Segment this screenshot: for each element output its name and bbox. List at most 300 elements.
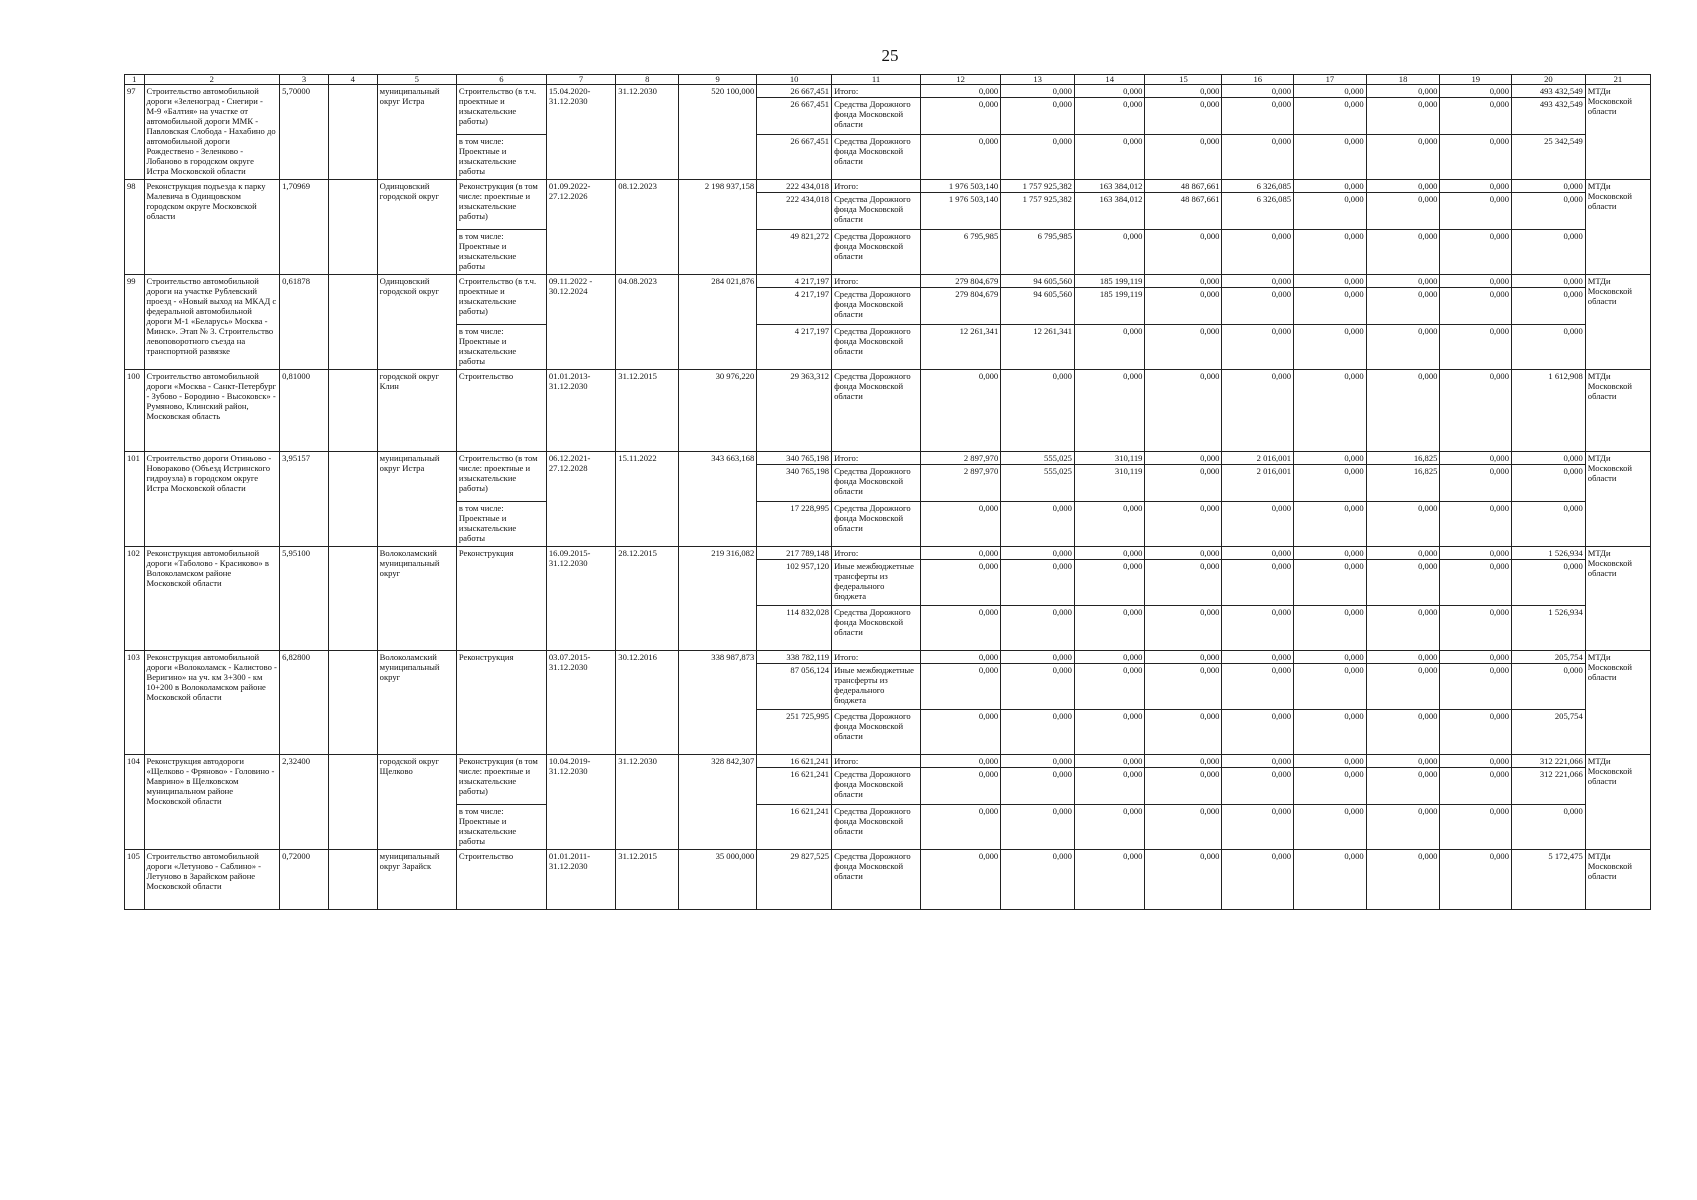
amount-cell: 0,000 (1145, 370, 1222, 452)
amount-cell: 0,000 (1145, 710, 1222, 755)
length-cell: 5,70000 (280, 85, 329, 180)
amount-cell: 0,000 (1001, 664, 1075, 710)
amount-cell: 0,000 (1294, 370, 1367, 452)
amount-cell: 0,000 (1294, 452, 1367, 465)
estimated-cost-cell: 219 316,082 (679, 547, 757, 651)
amount-cell: 0,000 (1294, 651, 1367, 664)
col4-cell (328, 275, 377, 370)
amount-cell: 0,000 (1366, 606, 1440, 651)
design-works-cell: в том числе: Проектные и изыскательские работы (456, 805, 546, 850)
amount-cell: 0,000 (1366, 85, 1440, 98)
amount-cell: 0,000 (1294, 805, 1367, 850)
funding-source-cell: Иные межбюджетные трансферты из федерального бюджета (832, 664, 921, 710)
table-row (125, 651, 1651, 664)
funded-before-cell: 16 621,241 (757, 805, 832, 850)
funded-before-cell: 4 217,197 (757, 275, 832, 288)
completion-date-cell: 30.12.2016 (616, 651, 679, 755)
design-works-cell: в том числе: Проектные и изыскательские работы (456, 502, 546, 547)
amount-cell: 0,000 (1145, 547, 1222, 560)
amount-cell: 493 432,549 (1512, 98, 1586, 135)
funding-source-cell: Средства Дорожного фонда Московской области (832, 230, 921, 275)
funded-before-cell: 340 765,198 (757, 465, 832, 502)
amount-cell: 0,000 (1222, 755, 1294, 768)
municipality-cell: Волоколамский муниципальный округ (377, 547, 456, 651)
period-cell: 01.01.2013-31.12.2030 (546, 370, 615, 452)
amount-cell: 0,000 (1145, 85, 1222, 98)
amount-cell: 0,000 (1145, 452, 1222, 465)
amount-cell: 0,000 (1001, 85, 1075, 98)
completion-date-cell: 31.12.2030 (616, 755, 679, 850)
funded-before-cell: 338 782,119 (757, 651, 832, 664)
amount-cell: 0,000 (1074, 502, 1144, 547)
work-type-cell: Строительство (456, 850, 546, 910)
object-name-cell: Строительство автомобильной дороги «Зеленоград - Снегири - М-9 «Балтия» на участке от автомобильной дороги ММК - Павловская Слобода - Нахабино до автомобильной дороги Рождествено - Зеленково - Лобаново в городском округе Истра Московской области (144, 85, 280, 180)
funded-before-cell: 17 228,995 (757, 502, 832, 547)
amount-cell: 0,000 (920, 547, 1000, 560)
amount-cell: 0,000 (1512, 465, 1586, 502)
amount-cell: 0,000 (1440, 180, 1512, 193)
amount-cell: 0,000 (1222, 664, 1294, 710)
amount-cell: 0,000 (1145, 502, 1222, 547)
amount-cell: 0,000 (1366, 180, 1440, 193)
amount-cell: 0,000 (920, 502, 1000, 547)
funding-source-cell: Итого: (832, 755, 921, 768)
amount-cell: 312 221,066 (1512, 755, 1586, 768)
estimated-cost-cell: 284 021,876 (679, 275, 757, 370)
amount-cell: 0,000 (1001, 135, 1075, 180)
amount-cell: 0,000 (1440, 560, 1512, 606)
work-type-cell: Строительство (в т.ч. проектные и изыскательские работы) (456, 275, 546, 325)
col4-cell (328, 547, 377, 651)
amount-cell: 205,754 (1512, 710, 1586, 755)
funded-before-cell: 4 217,197 (757, 325, 832, 370)
amount-cell: 0,000 (1222, 805, 1294, 850)
municipality-cell: Одинцовский городской округ (377, 180, 456, 275)
amount-cell: 0,000 (1074, 755, 1144, 768)
col4-cell (328, 850, 377, 910)
column-number-cell: 5 (377, 75, 456, 85)
amount-cell: 0,000 (1222, 85, 1294, 98)
amount-cell: 12 261,341 (920, 325, 1000, 370)
amount-cell: 0,000 (1145, 288, 1222, 325)
amount-cell: 0,000 (1294, 664, 1367, 710)
amount-cell: 0,000 (1440, 370, 1512, 452)
amount-cell: 0,000 (1294, 465, 1367, 502)
amount-cell: 0,000 (1512, 805, 1586, 850)
amount-cell: 0,000 (1001, 805, 1075, 850)
amount-cell: 0,000 (1001, 502, 1075, 547)
amount-cell: 0,000 (1512, 502, 1586, 547)
amount-cell: 0,000 (1074, 560, 1144, 606)
amount-cell: 0,000 (1145, 465, 1222, 502)
amount-cell: 163 384,012 (1074, 180, 1144, 193)
amount-cell: 0,000 (1512, 230, 1586, 275)
executor-cell: МТДи Московской области (1585, 370, 1650, 452)
funding-source-cell: Средства Дорожного фонда Московской области (832, 606, 921, 651)
amount-cell: 12 261,341 (1001, 325, 1075, 370)
amount-cell: 0,000 (1294, 288, 1367, 325)
amount-cell: 0,000 (920, 768, 1000, 805)
amount-cell: 310,119 (1074, 452, 1144, 465)
funded-before-cell: 16 621,241 (757, 768, 832, 805)
completion-date-cell: 08.12.2023 (616, 180, 679, 275)
amount-cell: 0,000 (1222, 710, 1294, 755)
object-name-cell: Реконструкция автомобильной дороги «Волоколамск - Калистово - Веригино» на уч. км 3+300 - км 10+200 в Волоколамском районе Московской области (144, 651, 280, 755)
completion-date-cell: 31.12.2015 (616, 850, 679, 910)
column-number-cell: 9 (679, 75, 757, 85)
funded-before-cell: 26 667,451 (757, 135, 832, 180)
amount-cell: 6 326,085 (1222, 180, 1294, 193)
amount-cell: 0,000 (1145, 275, 1222, 288)
object-name-cell: Строительство автомобильной дороги «Летуново - Саблино» - Летуново в Зарайском районе Московской области (144, 850, 280, 910)
funded-before-cell: 49 821,272 (757, 230, 832, 275)
amount-cell: 0,000 (1440, 325, 1512, 370)
amount-cell: 2 016,001 (1222, 452, 1294, 465)
amount-cell: 6 795,985 (1001, 230, 1075, 275)
amount-cell: 279 804,679 (920, 288, 1000, 325)
column-number-cell: 18 (1366, 75, 1440, 85)
table-row (125, 370, 1651, 452)
table-row (125, 547, 1651, 560)
column-number-cell: 19 (1440, 75, 1512, 85)
column-number-cell: 3 (280, 75, 329, 85)
amount-cell: 0,000 (1001, 606, 1075, 651)
amount-cell: 0,000 (1222, 651, 1294, 664)
amount-cell: 0,000 (1440, 452, 1512, 465)
amount-cell: 0,000 (1294, 85, 1367, 98)
executor-cell: МТДи Московской области (1585, 85, 1650, 180)
col4-cell (328, 85, 377, 180)
amount-cell: 279 804,679 (920, 275, 1000, 288)
amount-cell: 0,000 (920, 850, 1000, 910)
amount-cell: 0,000 (1222, 768, 1294, 805)
funded-before-cell: 87 056,124 (757, 664, 832, 710)
amount-cell: 0,000 (1512, 325, 1586, 370)
amount-cell: 0,000 (1145, 606, 1222, 651)
funded-before-cell: 29 827,525 (757, 850, 832, 910)
amount-cell: 0,000 (1294, 98, 1367, 135)
executor-cell: МТДи Московской области (1585, 452, 1650, 547)
amount-cell: 0,000 (1366, 275, 1440, 288)
municipality-cell: муниципальный округ Зарайск (377, 850, 456, 910)
amount-cell: 163 384,012 (1074, 193, 1144, 230)
design-works-cell: в том числе: Проектные и изыскательские работы (456, 325, 546, 370)
amount-cell: 0,000 (1440, 805, 1512, 850)
object-name-cell: Реконструкция автодороги «Щелково - Фряново» - Головино - Маврино» в Щелковском муниципальном районе Московской области (144, 755, 280, 850)
amount-cell: 16,825 (1366, 465, 1440, 502)
amount-cell: 0,000 (1440, 768, 1512, 805)
funding-source-cell: Средства Дорожного фонда Московской области (832, 502, 921, 547)
amount-cell: 0,000 (1440, 98, 1512, 135)
period-cell: 01.09.2022-27.12.2026 (546, 180, 615, 275)
length-cell: 3,95157 (280, 452, 329, 547)
amount-cell: 0,000 (1512, 288, 1586, 325)
executor-cell: МТДи Московской области (1585, 651, 1650, 755)
funding-source-cell: Итого: (832, 275, 921, 288)
funded-before-cell: 114 832,028 (757, 606, 832, 651)
period-cell: 09.11.2022 - 30.12.2024 (546, 275, 615, 370)
amount-cell: 0,000 (1074, 850, 1144, 910)
executor-cell: МТДи Московской области (1585, 275, 1650, 370)
funded-before-cell: 26 667,451 (757, 85, 832, 98)
column-number-cell: 14 (1074, 75, 1144, 85)
amount-cell: 0,000 (1366, 664, 1440, 710)
table-row (125, 850, 1651, 910)
amount-cell: 0,000 (1074, 768, 1144, 805)
funding-source-cell: Средства Дорожного фонда Московской области (832, 768, 921, 805)
amount-cell: 0,000 (1366, 370, 1440, 452)
completion-date-cell: 04.08.2023 (616, 275, 679, 370)
object-name-cell: Реконструкция автомобильной дороги «Таболово - Красиково» в Волоколамском районе Московской области (144, 547, 280, 651)
object-name-cell: Строительство дороги Отиньово - Новораково (Объезд Истринского гидроузла) в городском округе Истра Московской области (144, 452, 280, 547)
column-number-cell: 11 (832, 75, 921, 85)
column-number-row (125, 75, 1651, 85)
work-type-cell: Реконструкция (456, 651, 546, 755)
length-cell: 0,81000 (280, 370, 329, 452)
funding-source-cell: Средства Дорожного фонда Московской области (832, 850, 921, 910)
amount-cell: 0,000 (1440, 651, 1512, 664)
amount-cell: 0,000 (1366, 135, 1440, 180)
amount-cell: 0,000 (1074, 664, 1144, 710)
amount-cell: 0,000 (1222, 606, 1294, 651)
amount-cell: 0,000 (1145, 560, 1222, 606)
amount-cell: 1 526,934 (1512, 606, 1586, 651)
amount-cell: 0,000 (1222, 370, 1294, 452)
row-number-cell: 102 (125, 547, 145, 651)
row-number-cell: 103 (125, 651, 145, 755)
amount-cell: 0,000 (1294, 768, 1367, 805)
column-number-cell: 21 (1585, 75, 1650, 85)
amount-cell: 0,000 (1001, 547, 1075, 560)
executor-cell: МТДи Московской области (1585, 547, 1650, 651)
funding-source-cell: Средства Дорожного фонда Московской области (832, 370, 921, 452)
executor-cell: МТДи Московской области (1585, 755, 1650, 850)
amount-cell: 0,000 (1294, 180, 1367, 193)
period-cell: 10.04.2019-31.12.2030 (546, 755, 615, 850)
amount-cell: 0,000 (1145, 664, 1222, 710)
amount-cell: 2 897,970 (920, 465, 1000, 502)
estimated-cost-cell: 338 987,873 (679, 651, 757, 755)
municipality-cell: городской округ Клин (377, 370, 456, 452)
design-works-cell: в том числе: Проектные и изыскательские работы (456, 230, 546, 275)
funded-before-cell: 251 725,995 (757, 710, 832, 755)
funding-source-cell: Средства Дорожного фонда Московской области (832, 98, 921, 135)
amount-cell: 0,000 (1222, 135, 1294, 180)
amount-cell: 0,000 (1440, 465, 1512, 502)
funding-source-cell: Средства Дорожного фонда Московской области (832, 325, 921, 370)
amount-cell: 0,000 (920, 135, 1000, 180)
period-cell: 01.01.2011-31.12.2030 (546, 850, 615, 910)
funding-source-cell: Средства Дорожного фонда Московской области (832, 710, 921, 755)
amount-cell: 0,000 (1001, 850, 1075, 910)
amount-cell: 0,000 (1294, 547, 1367, 560)
executor-cell: МТДи Московской области (1585, 850, 1650, 910)
amount-cell: 0,000 (1440, 288, 1512, 325)
amount-cell: 493 432,549 (1512, 85, 1586, 98)
amount-cell: 0,000 (1366, 850, 1440, 910)
amount-cell: 0,000 (1366, 710, 1440, 755)
page-number: 25 (881, 46, 899, 65)
amount-cell: 0,000 (1294, 755, 1367, 768)
amount-cell: 185 199,119 (1074, 275, 1144, 288)
amount-cell: 0,000 (1440, 547, 1512, 560)
funded-before-cell: 340 765,198 (757, 452, 832, 465)
amount-cell: 0,000 (1074, 606, 1144, 651)
amount-cell: 0,000 (1074, 230, 1144, 275)
amount-cell: 0,000 (1512, 193, 1586, 230)
amount-cell: 0,000 (1001, 98, 1075, 135)
amount-cell: 0,000 (1440, 664, 1512, 710)
amount-cell: 0,000 (1366, 193, 1440, 230)
amount-cell: 0,000 (1366, 547, 1440, 560)
length-cell: 1,70969 (280, 180, 329, 275)
amount-cell: 0,000 (920, 664, 1000, 710)
amount-cell: 0,000 (1222, 98, 1294, 135)
length-cell: 0,61878 (280, 275, 329, 370)
amount-cell: 0,000 (920, 98, 1000, 135)
amount-cell: 1 757 925,382 (1001, 180, 1075, 193)
row-number-cell: 100 (125, 370, 145, 452)
amount-cell: 0,000 (1366, 98, 1440, 135)
table-row (125, 180, 1651, 193)
amount-cell: 0,000 (1074, 651, 1144, 664)
col4-cell (328, 651, 377, 755)
funded-before-cell: 16 621,241 (757, 755, 832, 768)
municipality-cell: Волоколамский муниципальный округ (377, 651, 456, 755)
table-row (125, 452, 1651, 465)
amount-cell: 0,000 (1294, 230, 1367, 275)
amount-cell: 0,000 (1145, 325, 1222, 370)
length-cell: 0,72000 (280, 850, 329, 910)
amount-cell: 0,000 (1294, 710, 1367, 755)
amount-cell: 0,000 (1074, 710, 1144, 755)
amount-cell: 0,000 (1294, 560, 1367, 606)
amount-cell: 0,000 (1001, 651, 1075, 664)
estimated-cost-cell: 2 198 937,158 (679, 180, 757, 275)
amount-cell: 0,000 (1440, 502, 1512, 547)
amount-cell: 0,000 (1001, 755, 1075, 768)
column-number-cell: 4 (328, 75, 377, 85)
amount-cell: 0,000 (1145, 755, 1222, 768)
amount-cell: 312 221,066 (1512, 768, 1586, 805)
amount-cell: 0,000 (1366, 805, 1440, 850)
work-type-cell: Реконструкция (456, 547, 546, 651)
amount-cell: 48 867,661 (1145, 180, 1222, 193)
amount-cell: 0,000 (1001, 370, 1075, 452)
amount-cell: 0,000 (920, 85, 1000, 98)
amount-cell: 0,000 (1222, 560, 1294, 606)
funded-before-cell: 4 217,197 (757, 288, 832, 325)
amount-cell: 6 795,985 (920, 230, 1000, 275)
amount-cell: 0,000 (1366, 288, 1440, 325)
amount-cell: 48 867,661 (1145, 193, 1222, 230)
object-name-cell: Строительство автомобильной дороги на участке Рублевский проезд - «Новый выход на МКАД с федеральной автомобильной дороги М-1 «Беларусь» Москва - Минск». Этап № 3. Строительство левоповоротного съезда на транспортной развязке (144, 275, 280, 370)
amount-cell: 2 016,001 (1222, 465, 1294, 502)
amount-cell: 0,000 (1366, 560, 1440, 606)
amount-cell: 0,000 (1366, 230, 1440, 275)
work-type-cell: Реконструкция (в том числе: проектные и изыскательские работы) (456, 755, 546, 805)
funding-source-cell: Средства Дорожного фонда Московской области (832, 465, 921, 502)
amount-cell: 1 757 925,382 (1001, 193, 1075, 230)
column-number-cell: 2 (144, 75, 280, 85)
amount-cell: 5 172,475 (1512, 850, 1586, 910)
amount-cell: 0,000 (920, 606, 1000, 651)
column-number-cell: 15 (1145, 75, 1222, 85)
amount-cell: 0,000 (1366, 325, 1440, 370)
amount-cell: 0,000 (1145, 850, 1222, 910)
length-cell: 5,95100 (280, 547, 329, 651)
amount-cell: 0,000 (1294, 606, 1367, 651)
amount-cell: 0,000 (1440, 755, 1512, 768)
amount-cell: 0,000 (1145, 651, 1222, 664)
amount-cell: 0,000 (1222, 547, 1294, 560)
amount-cell: 0,000 (1512, 452, 1586, 465)
amount-cell: 0,000 (920, 560, 1000, 606)
amount-cell: 0,000 (1074, 85, 1144, 98)
amount-cell: 0,000 (920, 651, 1000, 664)
work-type-cell: Реконструкция (в том числе: проектные и изыскательские работы) (456, 180, 546, 230)
column-number-cell: 8 (616, 75, 679, 85)
col4-cell (328, 452, 377, 547)
amount-cell: 0,000 (1294, 502, 1367, 547)
row-number-cell: 101 (125, 452, 145, 547)
amount-cell: 0,000 (1074, 370, 1144, 452)
funded-before-cell: 29 363,312 (757, 370, 832, 452)
amount-cell: 555,025 (1001, 465, 1075, 502)
municipality-cell: Одинцовский городской округ (377, 275, 456, 370)
executor-cell: МТДи Московской области (1585, 180, 1650, 275)
amount-cell: 0,000 (1074, 98, 1144, 135)
amount-cell: 16,825 (1366, 452, 1440, 465)
work-type-cell: Строительство (в том числе: проектные и изыскательские работы) (456, 452, 546, 502)
column-number-cell: 20 (1512, 75, 1586, 85)
estimated-cost-cell: 520 100,000 (679, 85, 757, 180)
column-number-cell: 6 (456, 75, 546, 85)
funded-before-cell: 222 434,018 (757, 180, 832, 193)
amount-cell: 0,000 (1222, 288, 1294, 325)
row-number-cell: 99 (125, 275, 145, 370)
funding-source-cell: Итого: (832, 85, 921, 98)
completion-date-cell: 15.11.2022 (616, 452, 679, 547)
amount-cell: 0,000 (1222, 325, 1294, 370)
amount-cell: 0,000 (1512, 180, 1586, 193)
completion-date-cell: 28.12.2015 (616, 547, 679, 651)
amount-cell: 0,000 (920, 710, 1000, 755)
row-number-cell: 105 (125, 850, 145, 910)
amount-cell: 0,000 (1366, 651, 1440, 664)
amount-cell: 0,000 (1294, 325, 1367, 370)
completion-date-cell: 31.12.2015 (616, 370, 679, 452)
funding-source-cell: Средства Дорожного фонда Московской области (832, 288, 921, 325)
amount-cell: 0,000 (1145, 805, 1222, 850)
column-number-cell: 10 (757, 75, 832, 85)
amount-cell: 0,000 (1440, 135, 1512, 180)
amount-cell: 0,000 (1145, 98, 1222, 135)
funding-source-cell: Средства Дорожного фонда Московской области (832, 193, 921, 230)
table-row (125, 275, 1651, 288)
amount-cell: 0,000 (1001, 710, 1075, 755)
amount-cell: 0,000 (1440, 850, 1512, 910)
funded-before-cell: 222 434,018 (757, 193, 832, 230)
amount-cell: 0,000 (1366, 768, 1440, 805)
amount-cell: 0,000 (1440, 275, 1512, 288)
amount-cell: 0,000 (1222, 502, 1294, 547)
row-number-cell: 98 (125, 180, 145, 275)
estimated-cost-cell: 35 000,000 (679, 850, 757, 910)
table-row (125, 85, 1651, 98)
col4-cell (328, 370, 377, 452)
amount-cell: 0,000 (920, 805, 1000, 850)
